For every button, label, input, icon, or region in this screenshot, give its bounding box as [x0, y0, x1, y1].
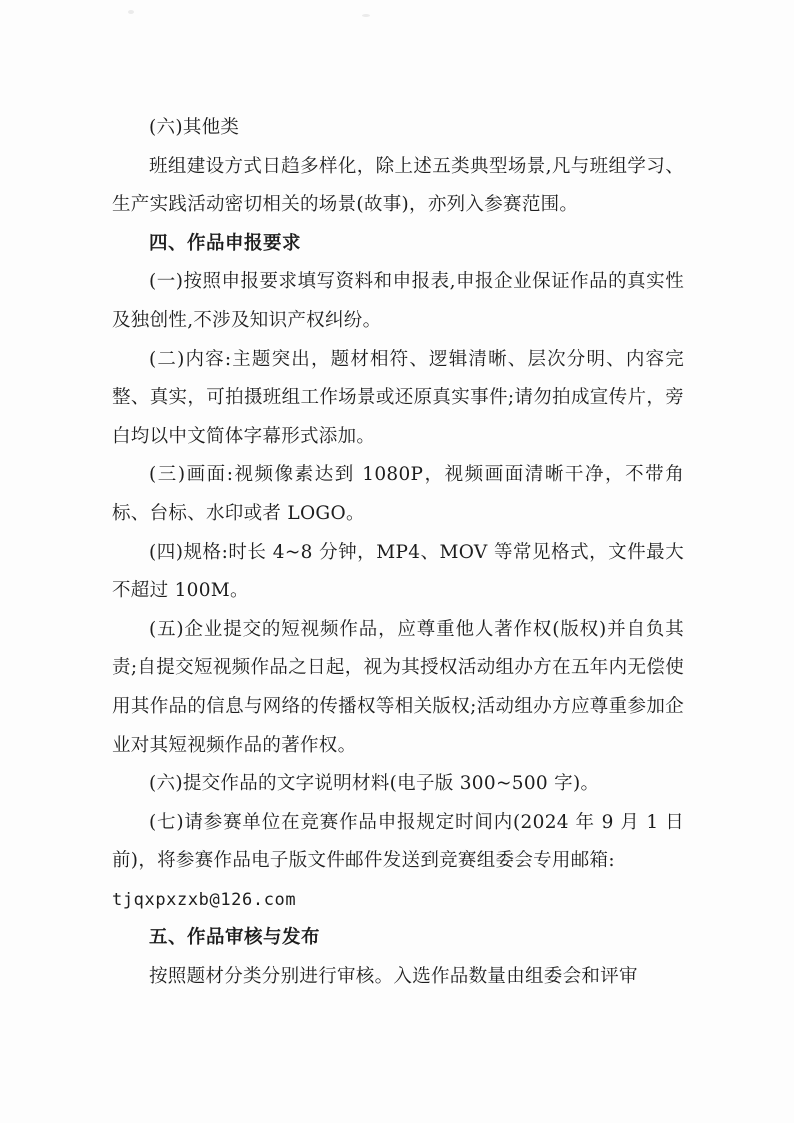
section-heading: 四、作品申报要求 — [149, 232, 302, 254]
paragraph: (五)企业提交的短视频作品，应尊重他人著作权(版权)并自负其责;自提交短视频作品之日起，视为其授权活动组办方在五年内无偿使用其作品的信息与网络的传播权等相关版权;活动组办方应尊重参加企业对其短视频作品的著作权。 — [112, 618, 684, 756]
scan-speck — [362, 14, 370, 17]
document-body — [112, 109, 684, 997]
paragraph: (七)请参赛单位在竞赛作品申报规定时间内(2024 年 9 月 1 日前)，将参赛作品电子版文件邮件发送到竞赛组委会专用邮箱: — [112, 811, 684, 872]
paragraph: 班组建设方式日趋多样化，除上述五类典型场景,凡与班组学习、生产实践活动密切相关的场景(故事)，亦列入参赛范围。 — [112, 155, 684, 216]
paragraph: (六)提交作品的文字说明材料(电子版 300~500 字)。 — [149, 773, 600, 795]
email-address[interactable] — [112, 881, 684, 920]
section-heading: 五、作品审核与发布 — [149, 927, 321, 949]
paragraph: 按照题材分类分别进行审核。入选作品数量由组委会和评审 — [149, 966, 638, 988]
paragraph: (二)内容:主题突出，题材相符、逻辑清晰、层次分明、内容完整、真实，可拍摄班组工作场景或还原真实事件;请勿拍成宣传片，旁白均以中文简体字幕形式添加。 — [112, 348, 684, 447]
paragraph: (一)按照申报要求填写资料和申报表,申报企业保证作品的真实性及独创性,不涉及知识产权纠纷。 — [112, 271, 684, 331]
scan-speck — [128, 10, 134, 14]
subsection-title: (六)其他类 — [149, 117, 240, 138]
paragraph: (三)画面:视频像素达到 1080P，视频画面清晰干净，不带角标、台标、水印或者 LOGO。 — [112, 464, 684, 524]
email-text: tjqxpxzxb@126.com — [112, 889, 297, 910]
paragraph: (四)规格:时长 4~8 分钟，MP4、MOV 等常见格式，文件最大不超过 100M。 — [112, 541, 684, 602]
